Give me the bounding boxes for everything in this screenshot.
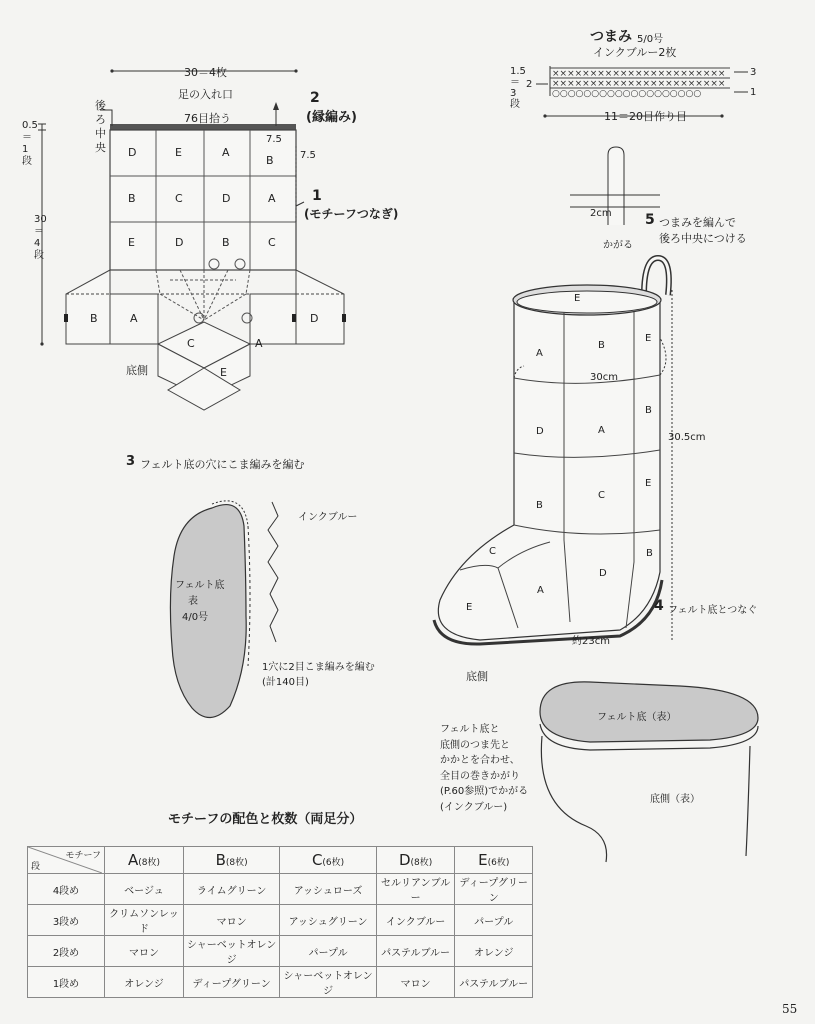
felt-label: フェルト底（表） bbox=[597, 712, 677, 723]
instruction-line: (インクブルー) bbox=[440, 801, 508, 813]
stitch-note-2: (計140目) bbox=[262, 677, 309, 688]
tab-hook-size: 5/0号 bbox=[637, 34, 664, 45]
corner-bottom: 段 bbox=[31, 862, 41, 872]
table-row bbox=[28, 967, 533, 998]
step1-text: (モチーフつなぎ) bbox=[304, 207, 399, 221]
table-row bbox=[28, 874, 533, 905]
sole-label: 底側（表） bbox=[650, 794, 700, 805]
table-cell: オレンジ bbox=[105, 967, 184, 998]
boot-circumference: 30cm bbox=[590, 372, 618, 383]
motif-letter: A bbox=[130, 312, 138, 325]
tab-title: つまみ bbox=[590, 29, 632, 45]
table-cell: ベージュ bbox=[105, 874, 184, 905]
width-label: 30＝4枚 bbox=[184, 66, 227, 79]
motif-letter: C bbox=[187, 337, 195, 350]
height-label: 30＝4段 bbox=[34, 214, 47, 261]
table-cell: アッシュグリーン bbox=[280, 905, 376, 936]
step4-number: 4 bbox=[654, 598, 664, 614]
column-count: (6枚) bbox=[487, 858, 510, 868]
column-count: (8枚) bbox=[225, 858, 248, 868]
motif-letter: E bbox=[128, 236, 135, 249]
boot-letter: B bbox=[646, 548, 653, 559]
boot-letter: B bbox=[536, 500, 543, 511]
table-cell: パステルブルー bbox=[455, 967, 533, 998]
tab-yarn: インクブルー2枚 bbox=[593, 46, 677, 59]
column-letter: A bbox=[127, 851, 139, 869]
boot-letter: E bbox=[574, 293, 581, 304]
table-cell: インクブルー bbox=[376, 905, 455, 936]
motif-letter: D bbox=[222, 192, 231, 205]
sole-side-label: 底側 bbox=[126, 364, 148, 377]
table-cell: セルリアンブルー bbox=[376, 874, 455, 905]
column-header bbox=[376, 847, 455, 874]
sole-label-1: フェルト底 bbox=[175, 580, 225, 591]
boot-letter: E bbox=[466, 602, 473, 613]
row-label: 3段め bbox=[28, 905, 105, 936]
column-count: (8枚) bbox=[138, 858, 160, 868]
column-header bbox=[105, 847, 184, 874]
instruction-line: 全目の巻きかがり bbox=[440, 770, 520, 782]
opening-label: 足の入れ口 bbox=[178, 88, 233, 101]
table-cell: マロン bbox=[376, 967, 455, 998]
table-row bbox=[28, 905, 533, 936]
column-letter: B bbox=[215, 851, 226, 869]
column-letter: D bbox=[398, 851, 411, 869]
table-cell: ライムグリーン bbox=[183, 874, 279, 905]
column-letter: C bbox=[311, 851, 323, 869]
table-cell: オレンジ bbox=[455, 936, 533, 967]
row-label: 4段め bbox=[28, 874, 105, 905]
motif-letter: A bbox=[268, 192, 276, 205]
svg-text:×××××××××××××××××××××××: ××××××××××××××××××××××× bbox=[552, 79, 726, 89]
step3-number: 3 bbox=[126, 454, 136, 469]
boot-sole-side-label: 底側 bbox=[466, 670, 488, 683]
sole-label-3: 4/0号 bbox=[182, 612, 209, 623]
assembly-diagram bbox=[530, 676, 780, 866]
boot-letter: A bbox=[536, 348, 543, 359]
sole-label-2: 表 bbox=[188, 596, 198, 607]
motif-letter: C bbox=[268, 236, 276, 249]
step4-text: フェルト底とつなぐ bbox=[668, 605, 758, 616]
stitch-note-1: 1穴に2目こま編みを編む bbox=[262, 662, 375, 673]
tab-arrow-2: 2 bbox=[526, 79, 533, 90]
boot-letter: A bbox=[598, 425, 605, 436]
hanger-fold: かがる bbox=[603, 240, 633, 251]
boot-letter: B bbox=[598, 340, 605, 351]
boot-letter: C bbox=[489, 546, 496, 557]
table-row bbox=[28, 936, 533, 967]
boot-letter: C bbox=[598, 490, 605, 501]
column-header bbox=[183, 847, 279, 874]
table-cell: パープル bbox=[280, 936, 376, 967]
motif-letter: B bbox=[128, 192, 136, 205]
table-cell: パステルブルー bbox=[376, 936, 455, 967]
column-header bbox=[280, 847, 376, 874]
instruction-line: (P.60参照)でかがる bbox=[440, 786, 529, 797]
table-cell: シャーベットオレンジ bbox=[183, 936, 279, 967]
color-table-title: モチーフの配色と枚数（両足分） bbox=[168, 812, 363, 827]
table-cell: ディープグリーン bbox=[183, 967, 279, 998]
motif-letter: E bbox=[220, 366, 227, 379]
step3-text: フェルト底の穴にこま編みを編む bbox=[140, 458, 305, 471]
motif-letter: C bbox=[175, 192, 183, 205]
table-header-row bbox=[28, 847, 533, 874]
boot-letter: D bbox=[599, 568, 607, 579]
boot-letter: D bbox=[536, 426, 544, 437]
boot-letter: A bbox=[537, 585, 544, 596]
table-cell: マロン bbox=[105, 936, 184, 967]
assembly-instructions bbox=[440, 722, 528, 815]
motif-letter: D bbox=[175, 236, 184, 249]
color-table bbox=[27, 846, 533, 998]
felt-sole-diagram bbox=[160, 496, 300, 736]
column-count: (8枚) bbox=[410, 858, 433, 868]
row-label: 2段め bbox=[28, 936, 105, 967]
yarn-label: インクブルー bbox=[298, 512, 358, 523]
step2-number: 2 bbox=[310, 90, 320, 106]
corner-cell bbox=[28, 847, 105, 874]
motif-letter: B bbox=[266, 154, 274, 167]
boot-length: 約23cm bbox=[572, 636, 610, 647]
motif-letter: B bbox=[222, 236, 230, 249]
motif-letter: A bbox=[222, 146, 230, 159]
tab-base-label: 11＝20目作り目 bbox=[604, 110, 687, 123]
instruction-line: かかとを合わせ、 bbox=[440, 755, 520, 766]
table-cell: クリムソンレッド bbox=[105, 905, 184, 936]
dim-7-5-upper: 7.5 bbox=[266, 134, 282, 145]
step5-text-1: つまみを編んで bbox=[659, 216, 736, 229]
table-cell: ディープグリーン bbox=[455, 874, 533, 905]
step1-number: 1 bbox=[312, 188, 322, 204]
tab-arrow-1: 1 bbox=[750, 87, 757, 98]
corner-top: モチーフ bbox=[65, 851, 101, 861]
instruction-line: フェルト底と bbox=[440, 724, 500, 735]
tab-rows-label: 1.5＝3段 bbox=[510, 66, 526, 110]
column-count: (6枚) bbox=[322, 858, 345, 868]
dim-7-5-right: 7.5 bbox=[300, 150, 316, 161]
motif-letter: D bbox=[310, 312, 319, 325]
row-label: 1段め bbox=[28, 967, 105, 998]
pickup-label: 76目拾う bbox=[184, 112, 231, 125]
table-cell: マロン bbox=[183, 905, 279, 936]
table-cell: アッシュローズ bbox=[280, 874, 376, 905]
table-cell: シャーベットオレンジ bbox=[280, 967, 376, 998]
motif-letter: A bbox=[255, 337, 263, 350]
motif-letter: B bbox=[90, 312, 98, 325]
column-header bbox=[455, 847, 533, 874]
tab-arrow-3: 3 bbox=[750, 67, 757, 78]
boot-letter: E bbox=[645, 333, 652, 344]
svg-text:×××××××××××××××××××××××: ××××××××××××××××××××××× bbox=[552, 69, 726, 79]
rows-label: 0.5＝1段 bbox=[22, 120, 38, 167]
instruction-line: 底側のつま先と bbox=[440, 739, 510, 751]
column-letter: E bbox=[478, 851, 488, 869]
motif-letter: E bbox=[175, 146, 182, 159]
back-center-label: 後ろ中央 bbox=[95, 99, 106, 154]
boot-height: 30.5cm bbox=[668, 432, 706, 443]
page-number: 55 bbox=[782, 1002, 798, 1016]
table-cell: パープル bbox=[455, 905, 533, 936]
boot-letter: B bbox=[645, 405, 652, 416]
svg-text:○○○○○○○○○○○○○○○○○○○: ○○○○○○○○○○○○○○○○○○○ bbox=[552, 89, 702, 99]
motif-letter: D bbox=[128, 146, 137, 159]
step5-number: 5 bbox=[645, 212, 655, 228]
step2-text: (縁編み) bbox=[306, 110, 357, 125]
hanger-dim: 2cm bbox=[590, 208, 612, 219]
step5-text-2: 後ろ中央につける bbox=[659, 232, 747, 245]
boot-letter: E bbox=[645, 478, 652, 489]
